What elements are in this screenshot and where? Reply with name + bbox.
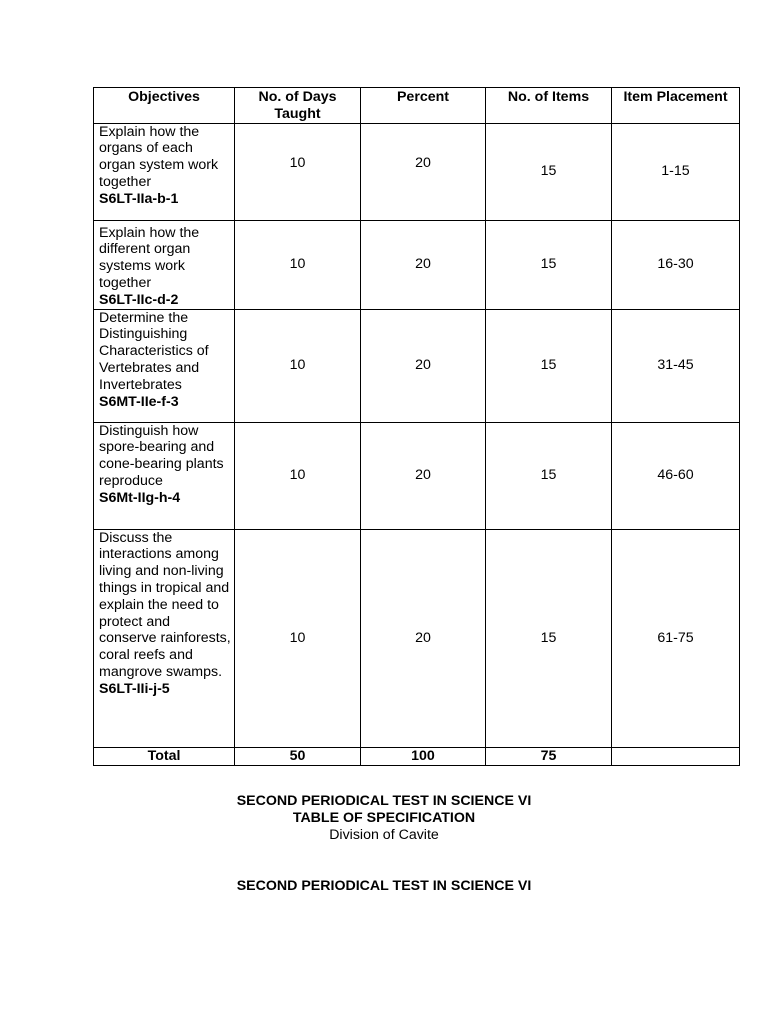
table-row xyxy=(94,220,740,309)
items-cell: 15 xyxy=(486,529,612,747)
items-cell: 15 xyxy=(486,309,612,422)
table-header-row xyxy=(94,88,740,124)
days-cell: 10 xyxy=(235,309,361,422)
days-cell: 10 xyxy=(235,220,361,309)
percent-cell: 20 xyxy=(361,220,486,309)
objective-cell xyxy=(94,422,235,529)
header-percent: Percent xyxy=(361,88,486,124)
total-days: 50 xyxy=(235,747,361,765)
days-cell: 10 xyxy=(235,422,361,529)
total-label: Total xyxy=(94,747,235,765)
competency-code: S6LT-IIi-j-5 xyxy=(99,680,170,697)
total-items: 75 xyxy=(486,747,612,765)
objective-cell xyxy=(94,123,235,220)
items-cell: 15 xyxy=(486,220,612,309)
competency-code: S6LT-IIa-b-1 xyxy=(99,190,179,207)
test-title-repeat: SECOND PERIODICAL TEST IN SCIENCE VI xyxy=(236,878,532,894)
days-cell: 10 xyxy=(235,529,361,747)
header-objectives: Objectives xyxy=(94,88,235,124)
objective-text: Discuss the interactions among living and non-living things in tropical and explain the need to protect and conserve rainforests, coral reefs and mangrove swamps. xyxy=(99,529,231,680)
header-item-placement: Item Placement xyxy=(612,88,740,124)
placement-cell: 16-30 xyxy=(612,220,740,309)
objective-cell xyxy=(94,220,235,309)
objective-text: Determine the Distinguishing Characteristics of Vertebrates and Invertebrates xyxy=(99,309,209,393)
items-cell: 15 xyxy=(486,422,612,529)
percent-cell: 20 xyxy=(361,123,486,220)
document-footer xyxy=(0,793,768,844)
table-row xyxy=(94,422,740,529)
total-placement xyxy=(612,747,740,765)
objective-text: Explain how the organs of each organ system work together xyxy=(99,123,219,190)
objective-cell xyxy=(94,529,235,747)
competency-code: S6Mt-IIg-h-4 xyxy=(99,489,181,506)
total-percent: 100 xyxy=(361,747,486,765)
competency-code: S6MT-IIe-f-3 xyxy=(99,393,179,410)
competency-code: S6LT-IIc-d-2 xyxy=(99,291,179,308)
placement-cell: 46-60 xyxy=(612,422,740,529)
days-cell: 10 xyxy=(235,123,361,220)
placement-cell: 61-75 xyxy=(612,529,740,747)
placement-cell: 31-45 xyxy=(612,309,740,422)
header-no-of-items: No. of Items xyxy=(486,88,612,124)
percent-cell: 20 xyxy=(361,422,486,529)
total-row xyxy=(94,747,740,765)
table-of-specification xyxy=(93,87,740,766)
header-days-taught: No. of Days Taught xyxy=(235,88,361,124)
table-row xyxy=(94,309,740,422)
division-name: Division of Cavite xyxy=(329,827,439,843)
table-row xyxy=(94,123,740,220)
objective-cell xyxy=(94,309,235,422)
table-title: TABLE OF SPECIFICATION xyxy=(292,810,476,826)
table-row xyxy=(94,529,740,747)
percent-cell: 20 xyxy=(361,309,486,422)
objective-text: Explain how the different organ systems work together xyxy=(99,224,200,291)
objective-text: Distinguish how spore-bearing and cone-bearing plants reproduce xyxy=(99,422,224,489)
repeated-test-title-block xyxy=(0,878,768,895)
placement-cell: 1-15 xyxy=(612,123,740,220)
items-cell: 15 xyxy=(486,123,612,220)
test-title: SECOND PERIODICAL TEST IN SCIENCE VI xyxy=(236,793,532,809)
percent-cell: 20 xyxy=(361,529,486,747)
